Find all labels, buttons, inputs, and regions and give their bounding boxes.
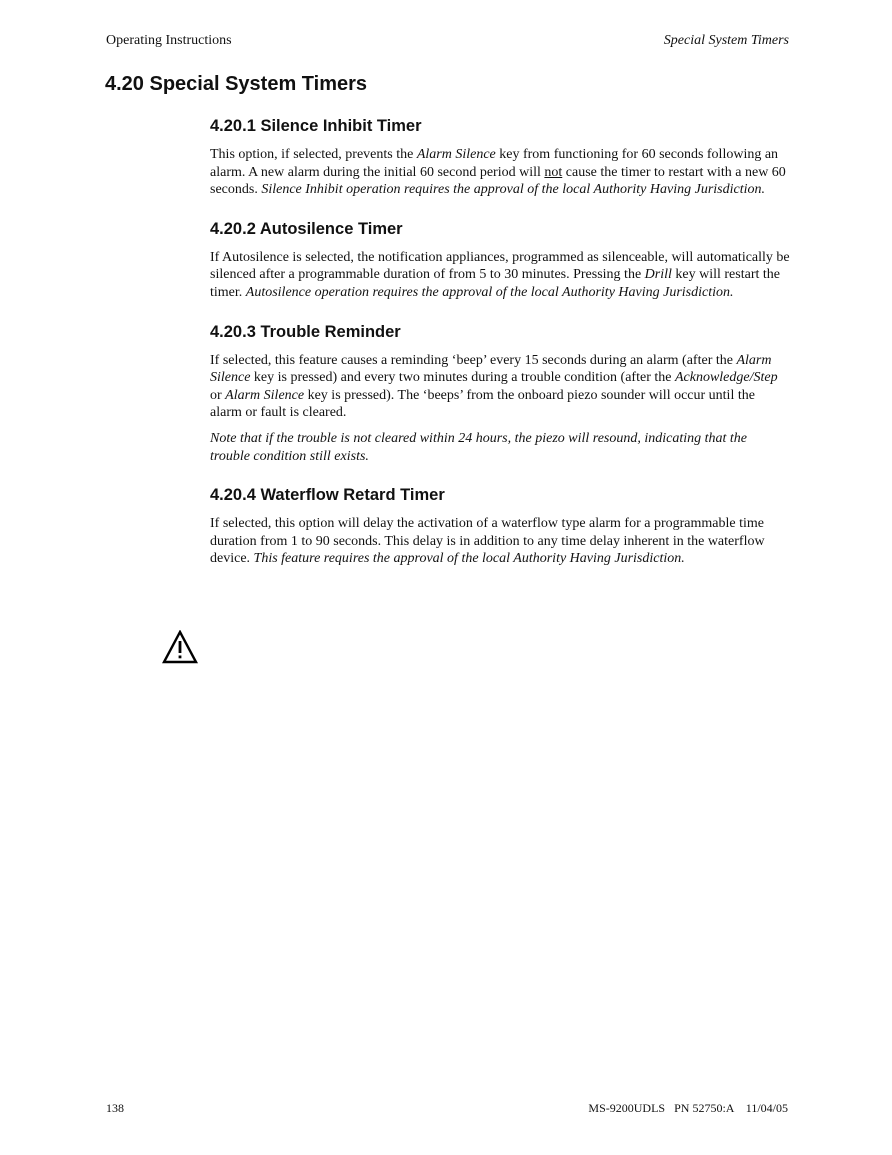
- subsection-title-waterflow-retard: 4.20.4 Waterflow Retard Timer: [210, 486, 445, 505]
- approval-note: Autosilence operation requires the approval of the local Authority Having Jurisdiction.: [245, 284, 734, 300]
- key-name: Drill: [644, 267, 672, 283]
- silence-inhibit-paragraph: [210, 146, 790, 199]
- text-run: This option, if selected, prevents the: [210, 147, 417, 162]
- subsection-title-silence-inhibit: 4.20.1 Silence Inhibit Timer: [210, 117, 422, 135]
- text-run: or: [210, 387, 226, 403]
- note-text: Note that if the trouble is not cleared within 24 hours, the piezo will resound, indicating that the trouble condition still exists.: [210, 430, 748, 464]
- subsection-title-trouble-reminder: 4.20.3 Trouble Reminder: [210, 322, 401, 341]
- text-run: key will restart the timer.: [210, 267, 780, 300]
- text-run: cause the timer to restart with a new 60 seconds.: [210, 164, 786, 198]
- document-reference: MS-9200UDLS PN 52750:A 11/04/05: [588, 1101, 788, 1115]
- trouble-reminder-paragraph: [210, 352, 790, 422]
- section-content: [210, 115, 790, 576]
- emphasis-underline: not: [544, 164, 563, 180]
- subsection-title-autosilence: 4.20.2 Autosilence Timer: [210, 219, 403, 238]
- key-name: Alarm Silence: [210, 352, 772, 386]
- text-run: key from functioning for 60 seconds following an alarm. A new alarm during the initial 60 second period will: [210, 147, 779, 180]
- text-run: If Autosilence is selected, the notification appliances, programmed as silenceable, will automatically be silenced after a programmable duration of from 5 to 30 minutes. Pressing the: [210, 249, 790, 283]
- approval-note: This feature requires the approval of the local Authority Having Jurisdiction.: [253, 551, 685, 567]
- trouble-reminder-note: [210, 430, 790, 465]
- running-header-left: Operating Instructions: [106, 33, 232, 48]
- running-header-right: Special System Timers: [663, 33, 789, 48]
- text-run: If selected, this option will delay the activation of a waterflow type alarm for a programmable time duration from 1 to 90 seconds. This delay is in addition to any time delay inherent in the waterflow device.: [210, 516, 765, 567]
- autosilence-paragraph: [210, 249, 790, 302]
- page-number: 138: [106, 1101, 124, 1115]
- key-name: Acknowledge/Step: [674, 370, 778, 386]
- section-title: 4.20 Special System Timers: [105, 73, 368, 95]
- approval-note: Silence Inhibit operation requires the approval of the local Authority Having Jurisdiction.: [261, 182, 765, 198]
- text-run: key is pressed) and every two minutes during a trouble condition (after the: [250, 370, 675, 386]
- warning-triangle-icon: [162, 630, 198, 664]
- key-name: Alarm Silence: [225, 387, 305, 403]
- key-name: Alarm Silence: [416, 147, 496, 162]
- text-run: key is pressed). The ‘beeps’ from the onboard piezo sounder will occur until the alarm or fault is cleared.: [210, 387, 755, 421]
- text-run: If selected, this feature causes a reminding ‘beep’ every 15 seconds during an alarm (after the: [210, 352, 737, 368]
- waterflow-retard-paragraph: [210, 515, 790, 568]
